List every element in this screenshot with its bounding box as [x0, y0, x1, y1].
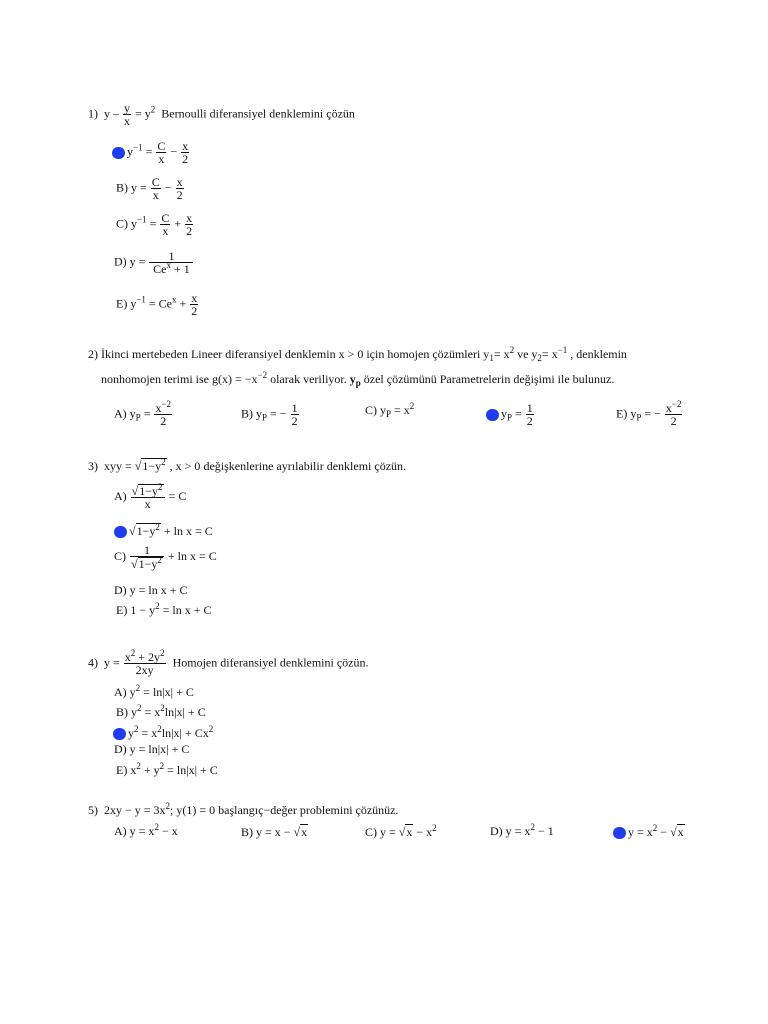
q5-choice-b[interactable]: B) y = x − √x [241, 825, 308, 839]
q5-choice-a[interactable]: A) $y = x^2 - x$ [114, 822, 178, 838]
fraction: $\frac{x}{2}$ [182, 139, 189, 166]
fraction: $\frac{1}{2}$ [291, 401, 298, 428]
q1-choice-a[interactable]: A) $y^{-1}$ = $\frac{C}{x}$ − $\frac{x}{2}$ [112, 139, 189, 166]
q3-choice-a[interactable]: A) $\frac{√1-y^2}{x}$ = C [114, 482, 187, 511]
fraction: $\frac{x^{-2}}{2}$ [155, 399, 172, 428]
q1-text: Bernoulli diferansiyel denklemini çözün [161, 106, 355, 121]
selected-answer-marker: D) [486, 409, 499, 421]
q1-choice-d[interactable]: D) y = $\frac{1}{Ce^x + 1}$ [114, 250, 194, 275]
selected-answer-marker: E) [613, 827, 626, 839]
q4-stem: 4) y = $\frac{x^2 + 2y^2}{2xy}$ Homojen diferansiyel denklemini çözün. [88, 648, 369, 677]
q1-choice-e[interactable]: E) $y^{-1} = Ce^x$ + $\frac{x}{2}$ [116, 291, 198, 318]
fraction: $\frac{x^{-2}}{2}$ [665, 399, 682, 428]
q5-stem: 5) $2xy - y = 3x^2$; y(1) = 0 başlangıç−değer problemini çözünüz. [88, 801, 399, 817]
q1-fraction: $\frac{y}{x}$ [124, 101, 130, 128]
q4-choice-d[interactable]: D) y = ln|x| + C [114, 742, 190, 756]
q1-number: 1) [88, 106, 98, 121]
q4-choice-c[interactable]: C) $y^2 = x^2\ln|x| + Cx^2$ [113, 724, 214, 741]
fraction: $\frac{x}{2}$ [176, 175, 183, 202]
selected-answer-marker: B) [114, 526, 127, 538]
q4-choice-b[interactable]: B) $y^2 = x^2\ln|x| + C$ [116, 703, 206, 719]
q4-choice-a[interactable]: A) $y^2 = \ln|x| + C$ [114, 683, 194, 699]
fraction: $\frac{x}{2}$ [186, 211, 193, 238]
radicand: $1-y^2$ [142, 457, 166, 473]
q5-choice-e[interactable]: E) $y = x^2 - √x$ [613, 823, 684, 840]
fraction: $\frac{C}{x}$ [151, 175, 160, 202]
q2-number: 2) [88, 347, 98, 361]
q2-stem-line2: nonhomojen terimi ise $g(x) = -x^{-2}$ olarak veriliyor. $y_p$ özel çözümünü Parametrelerin değişimi ile bulunuz. [101, 370, 615, 388]
fraction: $\frac{x^2 + 2y^2}{2xy}$ [124, 648, 165, 677]
q2-choice-d[interactable]: D) $y_P$ = $\frac{1}{2}$ [486, 401, 533, 428]
q2-choice-a[interactable]: A) $y_P$ = $\frac{x^{-2}}{2}$ [114, 399, 172, 428]
fraction: $\frac{√1-y^2}{x}$ [131, 482, 163, 511]
q4-number: 4) [88, 655, 98, 670]
q2-choice-b[interactable]: B) $y_P$ = − $\frac{1}{2}$ [241, 401, 298, 428]
fraction: $\frac{1}{√1-y^2}$ [131, 543, 162, 571]
q4-choice-e[interactable]: E) $x^2 + y^2 = \ln|x| + C$ [116, 761, 218, 777]
q5-choice-c[interactable]: C) $y = √x - x^2$ [365, 823, 437, 839]
sqrt-sign: √ [134, 459, 142, 473]
q3-number: 3) [88, 459, 98, 473]
q3-choice-e[interactable]: E) $1 - y^2 = \ln x + C$ [116, 601, 212, 617]
q3-choice-b[interactable]: B) $√1-y^2 + \ln x = C$ [114, 522, 213, 539]
selected-answer-marker: A) [112, 147, 125, 159]
q1-stem: 1) y – $\frac{y}{x}$ = $y^2$ Bernoulli diferansiyel denklemini çözün [88, 101, 355, 128]
q2-choice-c[interactable]: C) $y_P = x^2$ [365, 401, 415, 419]
fraction: $\frac{C}{x}$ [157, 139, 166, 166]
q5-text: başlangıç−değer problemini çözünüz. [218, 803, 399, 817]
fraction: $\frac{x}{2}$ [191, 291, 198, 318]
fraction: $\frac{1}{2}$ [526, 401, 533, 428]
q1-choice-c[interactable]: C) $y^{-1}$ = $\frac{C}{x}$ + $\frac{x}{2}$ [116, 211, 193, 238]
selected-answer-marker: C) [113, 728, 126, 740]
q3-choice-c[interactable]: C) $\frac{1}{√1-y^2}$ + ln x = C [114, 543, 217, 571]
q1-choice-b[interactable]: B) y = $\frac{C}{x}$ − $\frac{x}{2}$ [116, 175, 183, 202]
fraction: $\frac{1}{Ce^x + 1}$ [149, 250, 193, 275]
q2-choice-e[interactable]: E) $y_P$ = − $\frac{x^{-2}}{2}$ [616, 399, 682, 428]
q4-text: Homojen diferansiyel denklemini çözün. [172, 655, 369, 670]
q2-stem-line1: 2) İkinci mertebeden Lineer diferansiyel denklemin x > 0 için homojen çözümleri $y_1= x^2$ ve $y_2= x^{-1}$ , denklemin [88, 345, 627, 363]
q3-stem: 3) xyy = $√1-y^2$ , x > 0 değişkenlerine ayrılabilir denklemi çözün. [88, 457, 407, 473]
q5-number: 5) [88, 803, 98, 817]
fraction: $\frac{C}{x}$ [161, 211, 170, 238]
q5-choice-d[interactable]: D) $y = x^2 - 1$ [490, 822, 554, 838]
q3-choice-d[interactable]: D) y = ln x + C [114, 583, 188, 597]
q3-text: değişkenlerine ayrılabilir denklemi çözün. [203, 459, 407, 473]
